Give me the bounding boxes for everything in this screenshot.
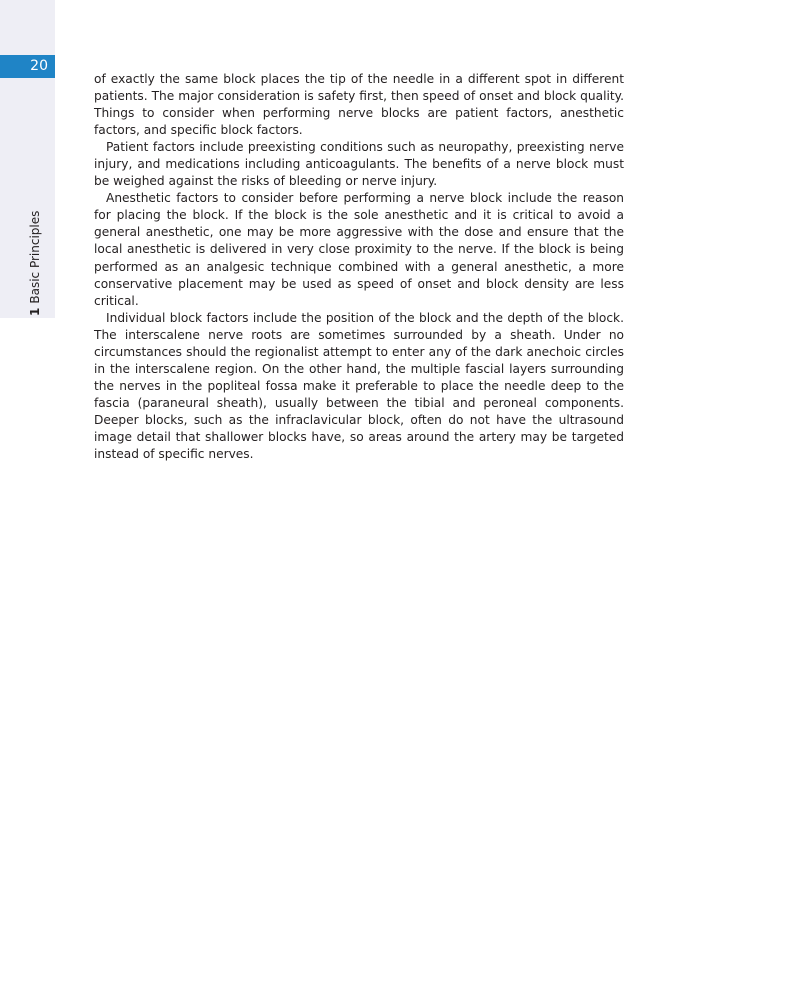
body-text — [94, 71, 624, 463]
paragraph-continuation: of exactly the same block places the tip of the needle in a different spot in different patients. The major consideration is safety first, then speed of onset and block quality. Things to consider when performing nerve blocks are patient factors, anesthetic factors, and specific block factors. — [94, 72, 624, 138]
paragraph-patient-factors: Patient factors include preexisting conditions such as neuropathy, preexisting nerve injury, and medications including anticoagulants. The benefits of a nerve block must be weighed against the risks of bleeding or nerve injury. — [94, 140, 624, 189]
page-number: 20 — [0, 55, 55, 78]
running-head — [27, 211, 43, 316]
chapter-title: Basic Principles — [28, 210, 42, 304]
paragraph-anesthetic-factors: Anesthetic factors to consider before performing a nerve block include the reason for placing the block. If the block is the sole anesthetic and it is critical to avoid a general anesthetic, one may be more aggressive with the dose and ensure that the local anesthetic is delivered in very close proximity to the nerve. If the block is being performed as an analgesic technique combined with a general anesthetic, a more conservative placement may be used as speed of onset and block density are less critical. — [94, 191, 624, 308]
chapter-number: 1 — [28, 307, 42, 316]
paragraph-block-factors: Individual block factors include the position of the block and the depth of the block. The interscalene nerve roots are sometimes surrounded by a sheath. Under no circumstances should the regionalist attempt to enter any of the dark anechoic circles in the interscalene region. On the other hand, the multiple fascial layers surrounding the nerves in the popliteal fossa make it preferable to place the needle deep to the fascia (paraneural sheath), usually between the tibial and peroneal components. Deeper blocks, such as the infraclavicular block, often do not have the ultrasound image detail that shallower blocks have, so areas around the artery may be targeted instead of specific nerves. — [94, 310, 624, 462]
